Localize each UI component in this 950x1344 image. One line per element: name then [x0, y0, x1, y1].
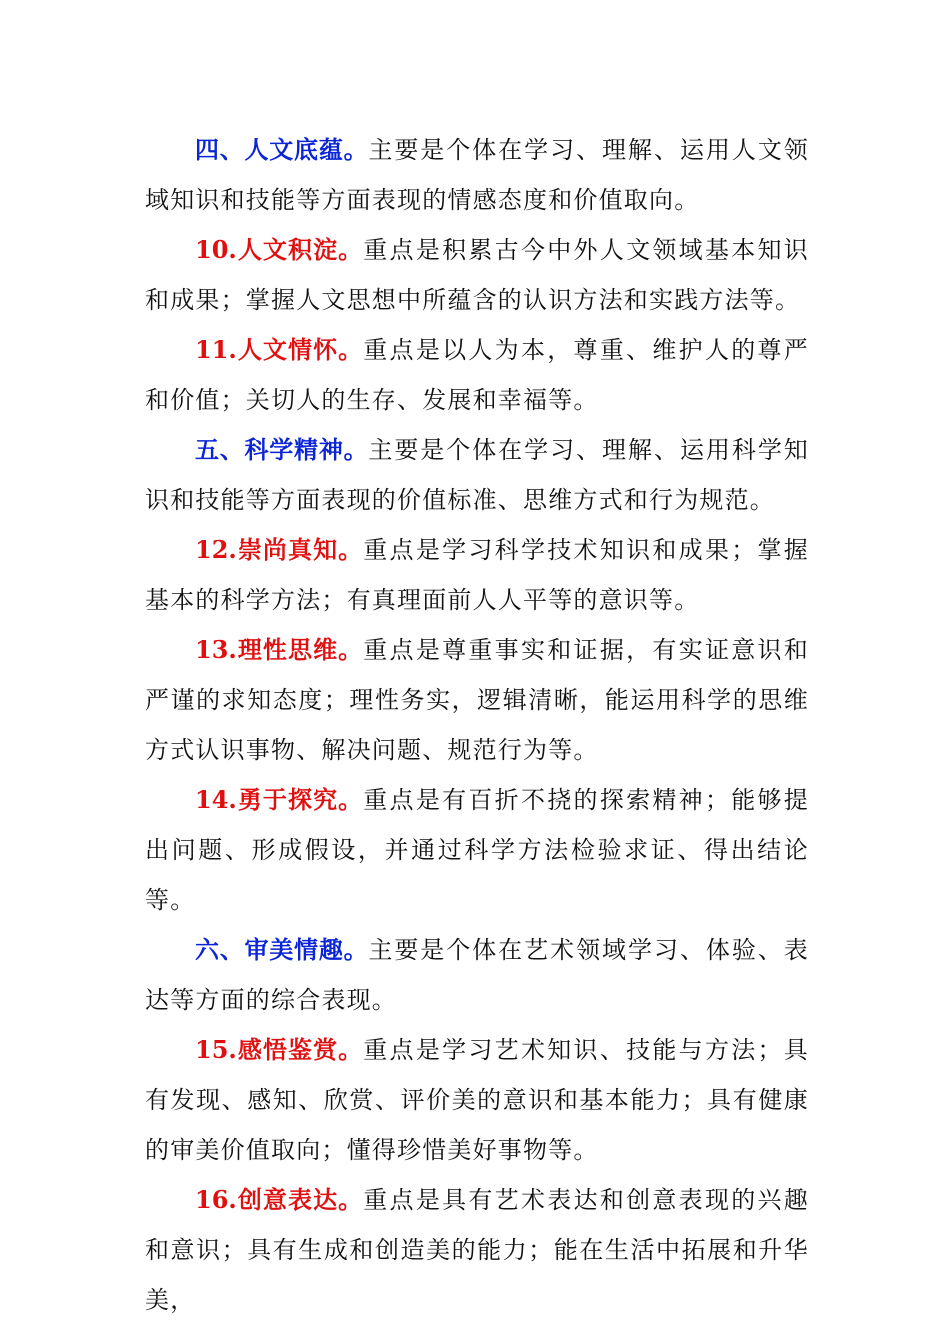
paragraph-text: 重点是学习艺术知识、技能与方法；具有发现、感知、欣赏、评价美的意识和基本能力；具有健康的审美价值取向；懂得珍惜美好事物等。: [145, 1036, 809, 1164]
section-paragraph-science: [145, 425, 809, 525]
item-paragraph-16: [145, 1175, 809, 1325]
item-heading: 15.感悟鉴赏。: [195, 1035, 364, 1064]
item-paragraph-11: [145, 325, 809, 425]
item-paragraph-13: [145, 625, 809, 775]
item-paragraph-12: [145, 525, 809, 625]
paragraph-text: 重点是以人为本，尊重、维护人的尊严和价值；关切人的生存、发展和幸福等。: [145, 336, 809, 414]
item-heading: 16.创意表达。: [195, 1185, 364, 1214]
section-paragraph-humanities: [145, 125, 809, 225]
item-heading: 13.理性思维。: [195, 635, 364, 664]
item-heading: 11.人文情怀。: [195, 335, 364, 364]
item-paragraph-15: [145, 1025, 809, 1175]
section-heading: 五、科学精神。: [195, 435, 369, 464]
section-heading: 四、人文底蕴。: [195, 135, 369, 164]
document-body: [145, 125, 809, 1325]
paragraph-text: 主要是个体在学习、理解、运用人文领域知识和技能等方面表现的情感态度和价值取向。: [145, 136, 809, 214]
paragraph-text: 重点是学习科学技术知识和成果；掌握基本的科学方法；有真理面前人人平等的意识等。: [145, 536, 809, 614]
paragraph-text: 重点是有百折不挠的探索精神；能够提出问题、形成假设，并通过科学方法检验求证、得出结论等。: [145, 786, 809, 914]
item-paragraph-14: [145, 775, 809, 925]
item-paragraph-10: [145, 225, 809, 325]
section-paragraph-aesthetics: [145, 925, 809, 1025]
paragraph-text: 主要是个体在艺术领域学习、体验、表达等方面的综合表现。: [145, 936, 809, 1014]
paragraph-text: 重点是具有艺术表达和创意表现的兴趣和意识；具有生成和创造美的能力；能在生活中拓展和升华美，: [145, 1186, 809, 1314]
paragraph-text: 重点是积累古今中外人文领域基本知识和成果；掌握人文思想中所蕴含的认识方法和实践方法等。: [145, 236, 809, 314]
item-heading: 14.勇于探究。: [195, 785, 364, 814]
paragraph-text: 主要是个体在学习、理解、运用科学知识和技能等方面表现的价值标准、思维方式和行为规范。: [145, 436, 809, 514]
section-heading: 六、审美情趣。: [195, 935, 369, 964]
paragraph-text: 重点是尊重事实和证据，有实证意识和严谨的求知态度；理性务实，逻辑清晰，能运用科学的思维方式认识事物、解决问题、规范行为等。: [145, 636, 809, 764]
item-heading: 12.崇尚真知。: [195, 535, 364, 564]
item-heading: 10.人文积淀。: [195, 235, 364, 264]
